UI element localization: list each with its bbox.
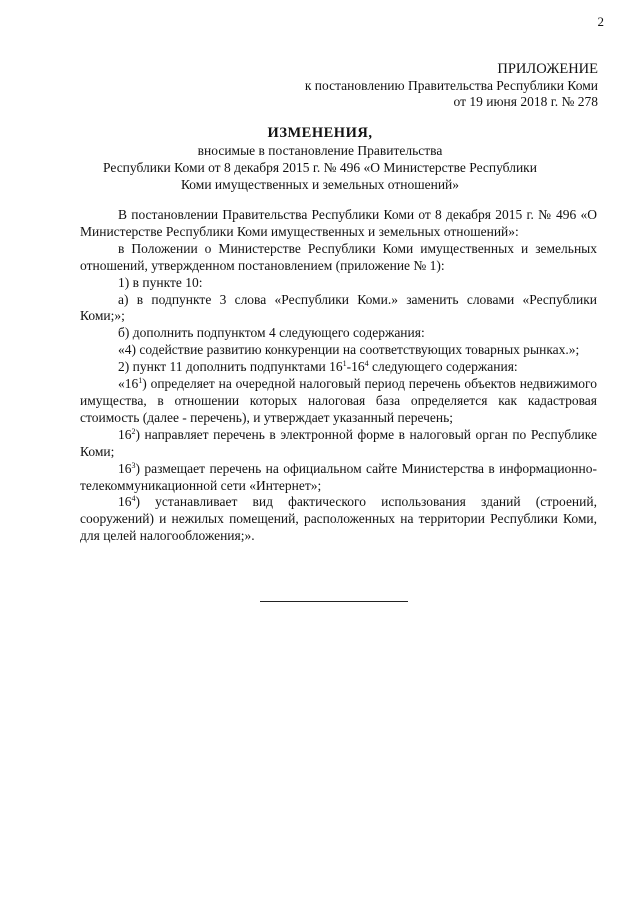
paragraph-subitem-16-4	[80, 494, 597, 545]
document-heading	[0, 125, 640, 193]
subitem-16-2-text: ) направляет перечень в электронной форме в налоговый орган по Республике Коми;	[80, 426, 597, 459]
appendix-line-2: от 19 июня 2018 г. № 278	[453, 94, 598, 109]
paragraph-intro: В постановлении Правительства Республики Коми от 8 декабря 2015 г. № 496 «О Министерстве Республики Коми имущественных и земельных отношений»:	[80, 207, 597, 239]
subitem-16-2-sup: 2	[131, 426, 136, 436]
document-body	[80, 207, 597, 545]
subitem-16-2-num: 16	[118, 426, 132, 442]
heading-line-2: Республики Коми от 8 декабря 2015 г. № 496 «О Министерстве Республики	[103, 160, 537, 175]
item-2-text-b: -16	[346, 359, 365, 375]
subitem-16-1-text: ) определяет на очередной налоговый период перечень объектов недвижимого имущества, в отношении которых налоговая база определяется как кадастровая стоимость (далее - перечень), и утверждает указанный перечень;	[80, 376, 597, 425]
paragraph-item-1b-text: «4) содействие развитию конкуренции на соответствующих товарных рынках.»;	[118, 342, 580, 358]
paragraph-item-1a: а) в подпункте 3 слова «Республики Коми.» заменить словами «Республики Коми;»;	[80, 291, 597, 324]
appendix-block	[305, 61, 598, 111]
appendix-line-1: к постановлению Правительства Республики Коми	[304, 77, 598, 93]
subitem-16-1-num: «16	[118, 376, 139, 392]
subitem-16-4-num: 16	[118, 494, 132, 510]
heading-line-1: вносимые в постановление Правительства	[197, 143, 443, 158]
page-number: 2	[597, 14, 604, 29]
item-2-text-a: 2) пункт 11 дополнить подпунктами 16	[118, 359, 343, 375]
subitem-16-4-sup: 4	[131, 494, 136, 504]
item-2-sup-1: 1	[342, 359, 347, 369]
paragraph-regulation: в Положении о Министерстве Республики Коми имущественных и земельных отношений, утвержденном постановлением (приложение № 1):	[80, 240, 597, 273]
subitem-16-4-text: ) устанавливает вид фактического использования зданий (строений, сооружений) и нежилых помещений, расположенных на территории Республики Коми, для целей налогообложения;».	[80, 494, 597, 544]
paragraph-item-1: 1) в пункте 10:	[118, 274, 203, 290]
subitem-16-3-num: 16	[118, 460, 132, 476]
paragraph-subitem-16-2	[80, 427, 597, 461]
paragraph-item-2	[80, 359, 597, 376]
appendix-title: ПРИЛОЖЕНИЕ	[497, 61, 598, 77]
item-2-sup-2: 4	[364, 359, 369, 369]
subitem-16-3-sup: 3	[131, 460, 136, 470]
heading-line-3: Коми имущественных и земельных отношений»	[180, 177, 460, 192]
closing-divider	[260, 601, 408, 602]
subitem-16-1-sup: 1	[138, 376, 143, 386]
item-2-text-c: следующего содержания:	[368, 359, 518, 375]
paragraph-subitem-16-1	[80, 376, 597, 427]
subitem-16-3-text: ) размещает перечень на официальном сайте Министерства в информационно-телекоммуникационной сети «Интернет»;	[80, 460, 597, 493]
paragraph-item-1b: б) дополнить подпунктом 4 следующего содержания:	[118, 325, 425, 341]
heading-title: ИЗМЕНЕНИЯ,	[267, 125, 373, 141]
paragraph-subitem-16-3	[80, 461, 597, 495]
